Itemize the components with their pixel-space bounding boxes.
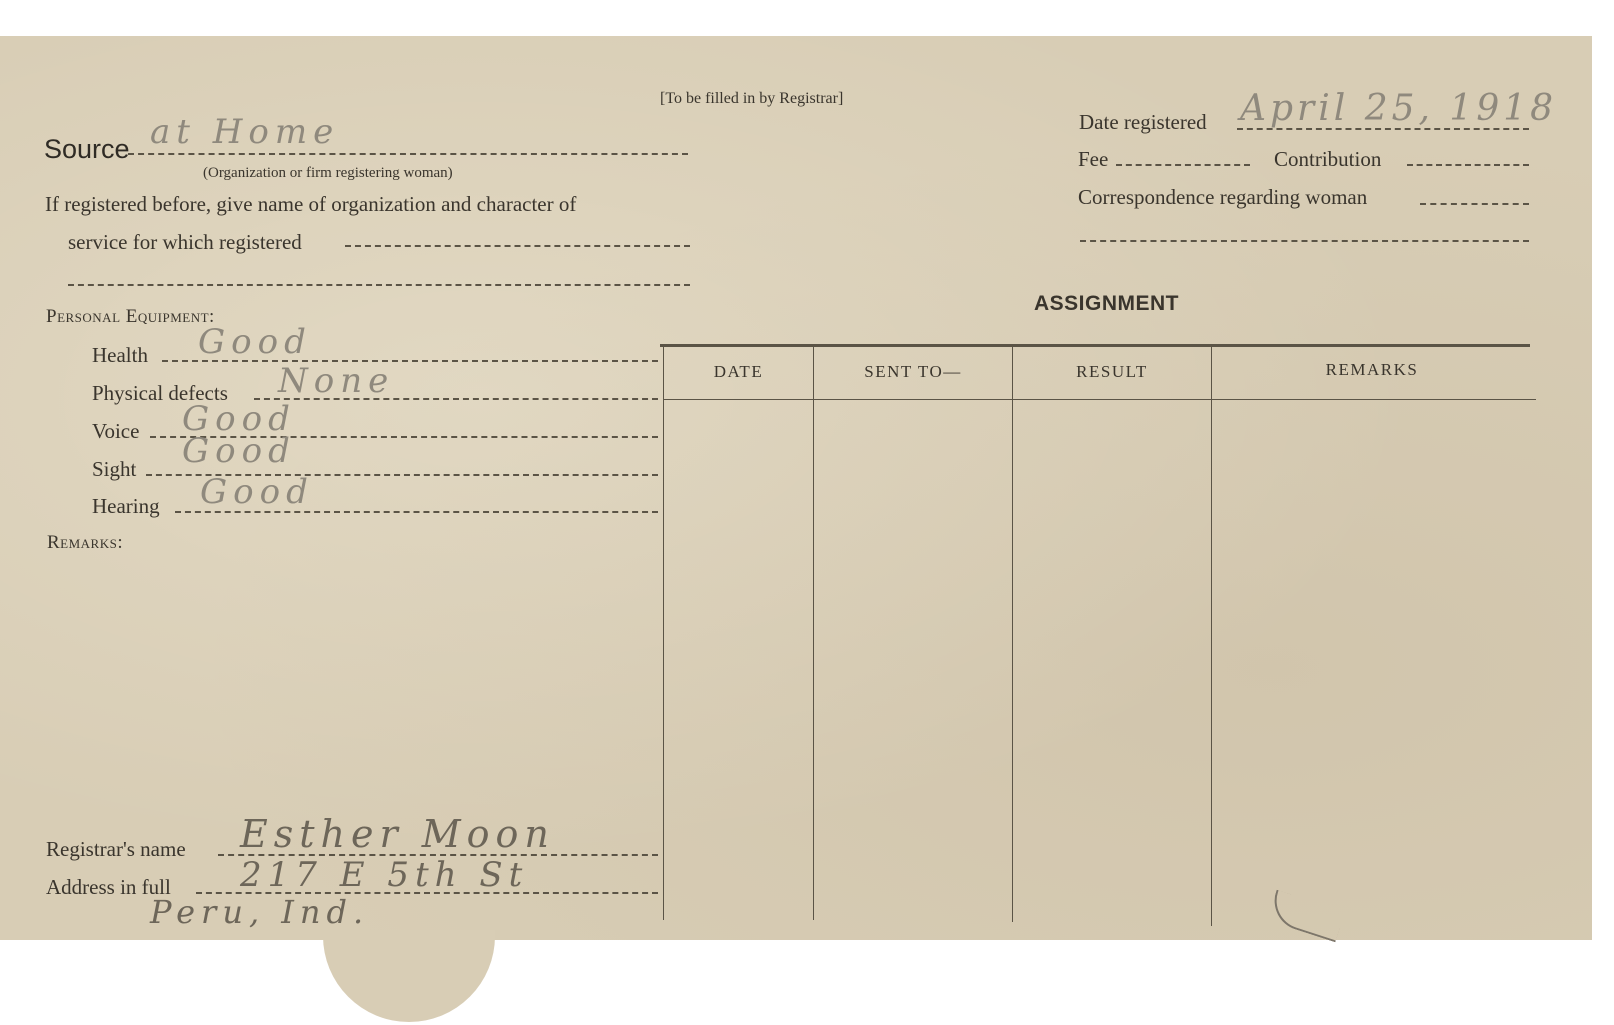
sight-value: Good: [182, 431, 296, 471]
address-value: 217 E 5th St: [240, 855, 529, 895]
correspondence-line: [1420, 203, 1529, 205]
physical-defects-value: None: [278, 361, 395, 401]
correspondence-line-2: [1080, 240, 1529, 242]
source-caption: (Organization or firm registering woman): [203, 165, 453, 181]
health-label: Health: [92, 343, 148, 367]
contribution-label: Contribution: [1274, 147, 1382, 171]
hearing-value: Good: [200, 472, 314, 512]
physical-defects-label: Physical defects: [92, 381, 228, 405]
date-registered-value: April 25, 1918: [1240, 88, 1558, 129]
table-top-border: [660, 344, 1530, 347]
registrar-name-label: Registrar's name: [46, 837, 186, 861]
correspondence-label: Correspondence regarding woman: [1078, 185, 1368, 209]
table-col-divider: [1211, 346, 1212, 926]
sight-label: Sight: [92, 457, 137, 481]
table-col-divider: [813, 346, 814, 920]
health-value: Good: [198, 322, 312, 362]
address-label: Address in full: [46, 875, 171, 899]
registrar-name-value: Esther Moon: [240, 812, 555, 856]
service-registered-label: service for which registered: [68, 230, 302, 254]
table-col-divider: [1012, 346, 1013, 922]
source-line: [128, 153, 688, 155]
address-line2-value: Peru, Ind.: [150, 893, 370, 931]
registrar-note: [To be filled in by Registrar]: [660, 90, 844, 107]
column-header-result: RESULT: [1076, 362, 1148, 381]
service-line: [345, 245, 690, 247]
assignment-title: ASSIGNMENT: [1034, 292, 1180, 315]
table-col-divider: [663, 346, 664, 920]
hearing-label: Hearing: [92, 494, 160, 518]
date-registered-label: Date registered: [1079, 110, 1207, 134]
voice-value: Good: [182, 399, 296, 439]
fee-label: Fee: [1078, 147, 1109, 171]
registered-before-text: If registered before, give name of organization and character of: [45, 192, 577, 216]
source-value: at Home: [150, 112, 340, 152]
column-header-date: DATE: [713, 362, 764, 381]
source-label: Source: [44, 134, 130, 164]
table-header-border: [664, 399, 1536, 400]
personal-equipment-heading: Personal Equipment:: [46, 306, 215, 327]
card-tab: [323, 930, 495, 1022]
voice-label: Voice: [92, 419, 140, 443]
contribution-line: [1407, 164, 1529, 166]
remarks-heading: Remarks:: [47, 532, 124, 553]
service-line-2: [68, 284, 690, 286]
column-header-sent-to: SENT TO—: [864, 362, 962, 381]
column-header-remarks: REMARKS: [1325, 360, 1419, 379]
fee-line: [1116, 164, 1250, 166]
